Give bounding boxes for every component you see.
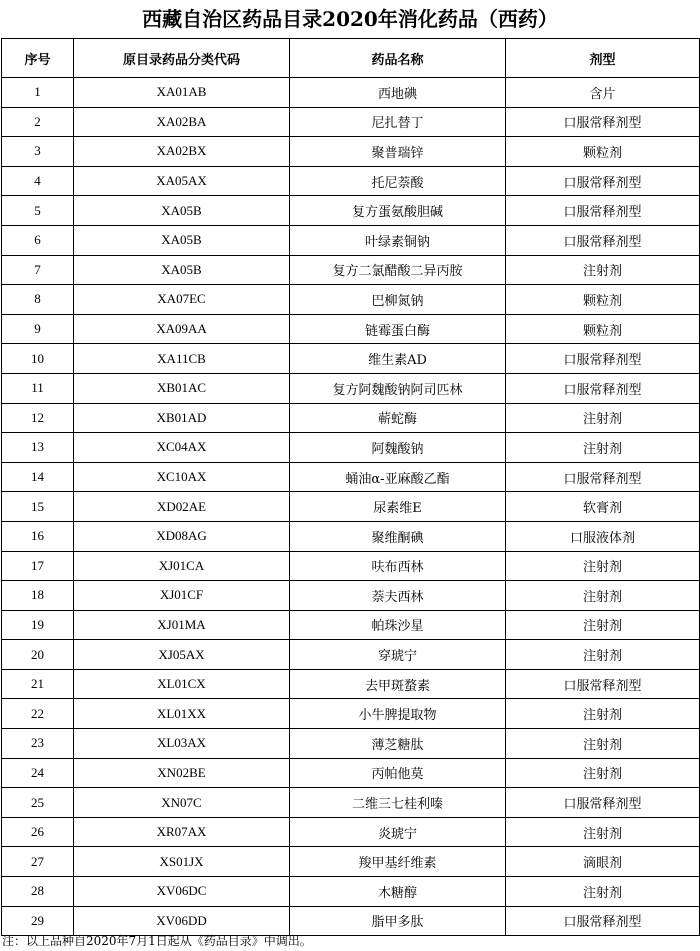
cell-index: 3 [2,137,74,167]
cell-form: 滴眼剂 [506,847,700,877]
cell-code: XL03AX [74,729,290,759]
cell-name: 托尼萘酸 [290,166,506,196]
cell-name: 小牛脾提取物 [290,699,506,729]
cell-name: 蕲蛇酶 [290,403,506,433]
cell-form: 口服常释剂型 [506,462,700,492]
table-row [2,610,700,640]
cell-index: 28 [2,877,74,907]
cell-index: 24 [2,758,74,788]
header-index: 序号 [2,39,74,78]
cell-name: 去甲斑蝥素 [290,669,506,699]
cell-name: 萘夫西林 [290,581,506,611]
cell-name: 丙帕他莫 [290,758,506,788]
cell-code: XS01JX [74,847,290,877]
table-row [2,817,700,847]
cell-index: 15 [2,492,74,522]
cell-form: 口服常释剂型 [506,196,700,226]
cell-code: XN07C [74,788,290,818]
cell-code: XD02AE [74,492,290,522]
cell-form: 口服液体剂 [506,521,700,551]
cell-code: XL01XX [74,699,290,729]
table-header-row [2,39,700,78]
table-row [2,551,700,581]
table-row [2,344,700,374]
cell-name: 西地碘 [290,78,506,108]
table-body [2,78,700,936]
cell-code: XA11CB [74,344,290,374]
cell-form: 口服常释剂型 [506,107,700,137]
cell-form: 颗粒剂 [506,137,700,167]
cell-form: 口服常释剂型 [506,225,700,255]
cell-name: 炎琥宁 [290,817,506,847]
cell-index: 14 [2,462,74,492]
cell-index: 18 [2,581,74,611]
cell-index: 26 [2,817,74,847]
cell-index: 2 [2,107,74,137]
cell-code: XR07AX [74,817,290,847]
cell-index: 16 [2,521,74,551]
cell-code: XA05B [74,196,290,226]
table-row [2,788,700,818]
cell-form: 口服常释剂型 [506,669,700,699]
cell-code: XL01CX [74,669,290,699]
cell-code: XJ05AX [74,640,290,670]
table-row [2,640,700,670]
cell-name: 二维三七桂利嗪 [290,788,506,818]
cell-code: XA05B [74,225,290,255]
cell-code: XJ01MA [74,610,290,640]
cell-code: XC04AX [74,433,290,463]
cell-name: 阿魏酸钠 [290,433,506,463]
cell-form: 注射剂 [506,581,700,611]
table-row [2,758,700,788]
header-code: 原目录药品分类代码 [74,39,290,78]
cell-code: XC10AX [74,462,290,492]
cell-code: XV06DC [74,877,290,907]
table-row [2,699,700,729]
table-row [2,581,700,611]
cell-index: 10 [2,344,74,374]
cell-name: 羧甲基纤维素 [290,847,506,877]
cell-index: 20 [2,640,74,670]
cell-form: 注射剂 [506,255,700,285]
header-form: 剂型 [506,39,700,78]
cell-form: 口服常释剂型 [506,344,700,374]
cell-index: 25 [2,788,74,818]
cell-code: XA01AB [74,78,290,108]
table-row [2,877,700,907]
cell-name: 复方二氯醋酸二异丙胺 [290,255,506,285]
cell-form: 颗粒剂 [506,314,700,344]
table-row [2,255,700,285]
cell-name: 叶绿素铜钠 [290,225,506,255]
cell-form: 注射剂 [506,403,700,433]
cell-code: XB01AD [74,403,290,433]
cell-index: 12 [2,403,74,433]
cell-code: XB01AC [74,373,290,403]
cell-code: XA07EC [74,285,290,315]
cell-code: XA05B [74,255,290,285]
cell-form: 注射剂 [506,551,700,581]
cell-name: 尿素维E [290,492,506,522]
cell-name: 穿琥宁 [290,640,506,670]
cell-name: 链霉蛋白酶 [290,314,506,344]
table-row [2,196,700,226]
cell-form: 注射剂 [506,433,700,463]
cell-code: XD08AG [74,521,290,551]
cell-code: XA05AX [74,166,290,196]
table-row [2,433,700,463]
cell-code: XV06DD [74,906,290,936]
cell-index: 13 [2,433,74,463]
cell-index: 27 [2,847,74,877]
table-row [2,492,700,522]
table-row [2,107,700,137]
cell-name: 聚维酮碘 [290,521,506,551]
cell-code: XA09AA [74,314,290,344]
table-row [2,847,700,877]
table-row [2,314,700,344]
header-name: 药品名称 [290,39,506,78]
footnote: 注：以上品种自2020年7月1日起从《药品目录》中调出。 [2,934,312,948]
cell-name: 脂甲多肽 [290,906,506,936]
cell-name: 薄芝糖肽 [290,729,506,759]
cell-name: 蛹油α-亚麻酸乙酯 [290,462,506,492]
table-row [2,729,700,759]
cell-form: 注射剂 [506,640,700,670]
table-row [2,225,700,255]
cell-name: 木糖醇 [290,877,506,907]
table-row [2,669,700,699]
cell-index: 22 [2,699,74,729]
cell-index: 11 [2,373,74,403]
cell-form: 颗粒剂 [506,285,700,315]
cell-form: 含片 [506,78,700,108]
cell-code: XJ01CF [74,581,290,611]
cell-code: XA02BX [74,137,290,167]
cell-form: 注射剂 [506,758,700,788]
cell-form: 口服常释剂型 [506,788,700,818]
cell-name: 复方蛋氨酸胆碱 [290,196,506,226]
table-row [2,137,700,167]
cell-index: 1 [2,78,74,108]
table-row [2,78,700,108]
cell-name: 尼扎替丁 [290,107,506,137]
cell-index: 7 [2,255,74,285]
cell-form: 注射剂 [506,817,700,847]
cell-name: 维生素AD [290,344,506,374]
cell-index: 9 [2,314,74,344]
cell-form: 注射剂 [506,877,700,907]
table-row [2,521,700,551]
table-row [2,462,700,492]
cell-index: 6 [2,225,74,255]
cell-form: 注射剂 [506,729,700,759]
cell-form: 注射剂 [506,610,700,640]
cell-index: 17 [2,551,74,581]
cell-index: 5 [2,196,74,226]
cell-name: 聚普瑞锌 [290,137,506,167]
cell-form: 口服常释剂型 [506,166,700,196]
cell-name: 呋布西林 [290,551,506,581]
cell-code: XA02BA [74,107,290,137]
cell-name: 复方阿魏酸钠阿司匹林 [290,373,506,403]
cell-index: 4 [2,166,74,196]
table-row [2,403,700,433]
cell-form: 口服常释剂型 [506,373,700,403]
cell-code: XN02BE [74,758,290,788]
cell-name: 巴柳氮钠 [290,285,506,315]
drug-table [1,38,700,936]
cell-form: 口服常释剂型 [506,906,700,936]
cell-index: 8 [2,285,74,315]
cell-form: 软膏剂 [506,492,700,522]
cell-form: 注射剂 [506,699,700,729]
cell-index: 29 [2,906,74,936]
table-row [2,373,700,403]
cell-index: 21 [2,669,74,699]
table-row [2,166,700,196]
table-row [2,285,700,315]
cell-index: 23 [2,729,74,759]
cell-code: XJ01CA [74,551,290,581]
page-title: 西藏自治区药品目录2020年消化药品（西药） [142,7,558,31]
cell-name: 帕珠沙星 [290,610,506,640]
cell-index: 19 [2,610,74,640]
